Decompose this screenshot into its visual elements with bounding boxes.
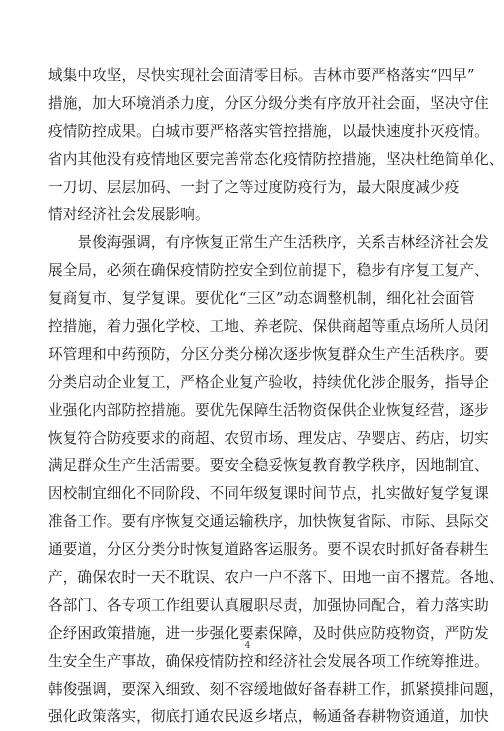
text-line: 措施，加大环境消杀力度，分区分级分类有序放开社会面，坚决守住	[48, 94, 489, 112]
text-line: 分类启动企业复工，严格企业复产验收，持续优化涉企服务，指导企	[48, 373, 489, 391]
text-line: 复商复市、复学复课。要优化“三区”动态调整机制，细化社会面管	[48, 290, 475, 308]
text-line: 省内其他没有疫情地区要完善常态化疫情防控措施，坚决杜绝简单化、	[48, 150, 504, 168]
text-line: 通要道，分区分类分时恢复道路客运服务。要不误农时抓好备春耕生	[48, 541, 489, 559]
text-line: 生安全生产事故，确保疫情防控和经济社会发展各项工作统筹推进。	[48, 652, 489, 670]
text-line: 满足群众生产生活需要。要安全稳妥恢复教育教学秩序，因地制宜、	[48, 457, 489, 475]
text-line: 恢复符合防疫要求的商超、农贸市场、理发店、孕婴店、药店，切实	[48, 429, 489, 447]
text-line: 环管理和中药预防，分区分类分梯次逐步恢复群众生产生活秩序。要	[48, 345, 489, 363]
text-line: 业强化内部防控措施。要优先保障生活物资保供企业恢复经营，逐步	[48, 401, 489, 419]
text-line: 景俊海强调，有序恢复正常生产生活秩序，关系吉林经济社会发	[48, 234, 489, 252]
text-line: 各部门、各专项工作组要认真履职尽责，加强协同配合，着力落实助	[48, 596, 489, 614]
text-line: 展全局，必须在确保疫情防控安全到位前提下，稳步有序复工复产、	[48, 262, 489, 280]
text-line: 韩俊强调，要深入细致、刻不容缓地做好备春耕工作，抓紧摸排问题，	[48, 680, 504, 698]
text-line: 强化政策落实，彻底打通农民返乡堵点，畅通备春耕物资通道，加快	[48, 708, 489, 726]
text-line: 产，确保农时一天不耽误、农户一户不落下、田地一亩不撂荒。各地、	[48, 569, 504, 587]
text-line: 控措施，着力强化学校、工地、养老院、保供商超等重点场所人员闭	[48, 318, 489, 336]
text-line: 疫情防控成果。白城市要严格落实管控措施，以最快速度扑灭疫情。	[48, 122, 489, 140]
text-line: 情对经济社会发展影响。	[48, 206, 210, 224]
text-line: 一刀切、层层加码、一封了之等过度防疫行为，最大限度减少疫	[48, 178, 460, 196]
text-line: 域集中攻坚，尽快实现社会面清零目标。吉林市要严格落实“四早”	[48, 67, 475, 84]
text-line: 企纾困政策措施，进一步强化要素保障，及时供应防疫物资，严防发	[48, 624, 489, 642]
text-line: 准备工作。要有序恢复交通运输秩序，加快恢复省际、市际、县际交	[48, 513, 489, 531]
body-text	[48, 62, 504, 731]
text-line: 因校制宜细化不同阶段、不同年级复课时间节点，扎实做好复学复课	[48, 485, 489, 503]
page-number: 4	[244, 641, 251, 651]
